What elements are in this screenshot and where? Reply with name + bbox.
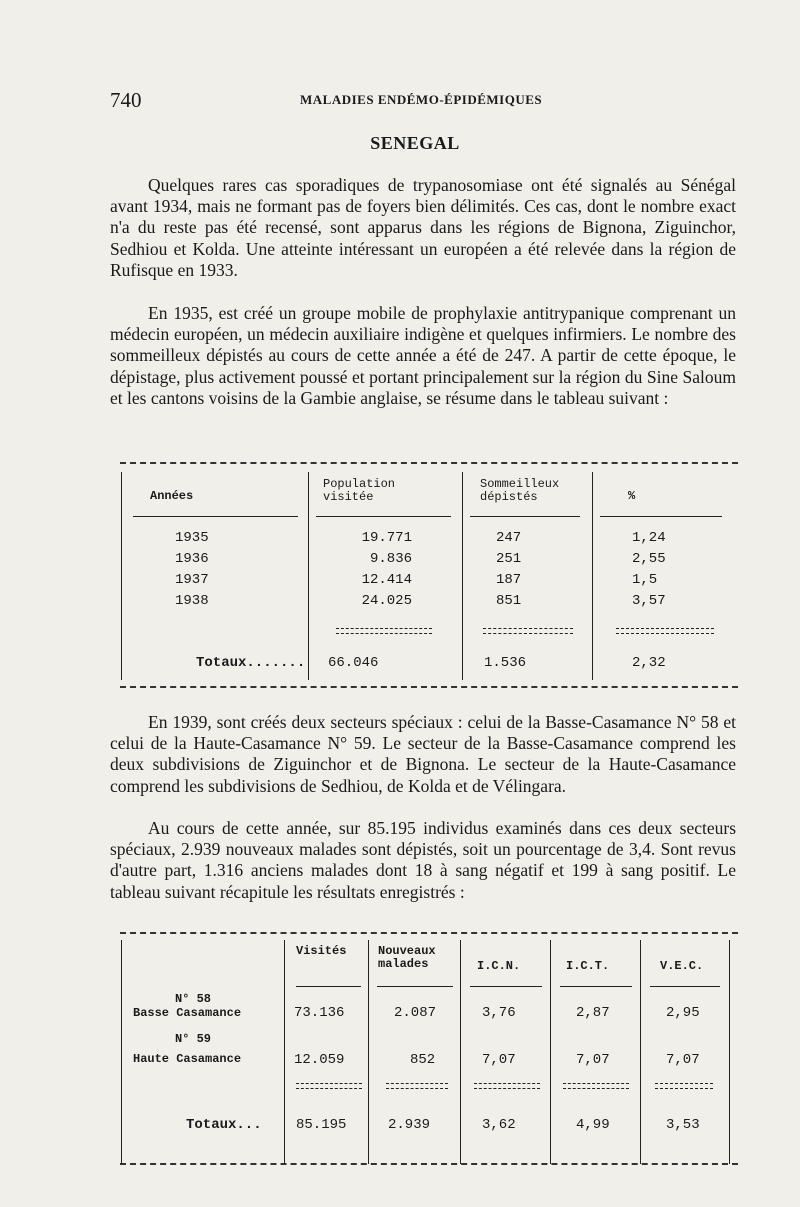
table-1-row-percent: 1,5	[632, 572, 658, 588]
table-1-row-year: 1938	[175, 593, 209, 609]
table-2-total-vec: 3,53	[666, 1117, 700, 1133]
table-1-top-border	[120, 462, 738, 466]
table-1-total-population: 66.046	[328, 655, 379, 671]
table-2-row-ict: 2,87	[576, 1005, 610, 1021]
table-1-row-percent: 3,57	[632, 593, 666, 609]
paragraph-3: En 1939, sont créés deux secteurs spéciaux : celui de la Basse-Casamance N° 58 et celui de la Haute-Casamance N° 59. Le secteur de la Basse-Casamance comprend les deux subdivisions de Ziguinchor et de Bignona. Le secteur de la Haute-Casamance comprend les subdivisions de Sedhiou, de Kolda et de Vélingara.	[110, 712, 736, 796]
table-2-total-icn: 3,62	[482, 1117, 516, 1133]
page-number: 740	[110, 88, 142, 112]
table-1-row-year: 1936	[175, 551, 209, 567]
table-2-row-ict: 7,07	[576, 1052, 610, 1068]
table-2-row-number: N° 58	[175, 992, 212, 1006]
table-1-row-sommeilleux: 247	[496, 530, 522, 546]
table-2-total-visites: 85.195	[296, 1117, 347, 1133]
table-1-total-sommeilleux: 1.536	[484, 655, 527, 671]
table-2-header-vec: V.E.C.	[660, 959, 704, 973]
table-1-row-percent: 1,24	[632, 530, 666, 546]
running-header	[110, 88, 740, 112]
table-2-row-vec: 7,07	[666, 1052, 700, 1068]
table-1-row-population: 9.836	[369, 551, 412, 567]
table-2-total-nouveaux: 2.939	[388, 1117, 431, 1133]
table-2-total-ict: 4,99	[576, 1117, 610, 1133]
table-2-row-icn: 3,76	[482, 1005, 516, 1021]
table-1-total-label: Totaux.......	[196, 655, 306, 671]
table-1-row-population: 12.414	[361, 572, 412, 588]
table-1-row-population: 19.771	[361, 530, 412, 546]
table-1-header-population: Population visitée	[323, 477, 396, 504]
table-2-row-vec: 2,95	[666, 1005, 700, 1021]
table-1-row-sommeilleux: 251	[496, 551, 522, 567]
table-2-row-name: Haute Casamance	[133, 1052, 242, 1066]
table-2-top-border	[120, 932, 738, 936]
table-1-row-year: 1937	[175, 572, 209, 588]
table-1-row-population: 24.025	[361, 593, 412, 609]
table-2-header-icn: I.C.N.	[477, 959, 521, 973]
table-2-row-visites: 12.059	[294, 1052, 345, 1068]
table-2-header-ict: I.C.T.	[566, 959, 610, 973]
table-2-row-visites: 73.136	[294, 1005, 345, 1021]
table-2-bottom-border	[120, 1163, 738, 1167]
table-2-row-nouveaux: 852	[410, 1052, 436, 1068]
table-2-header-nouveaux-malades: Nouveaux malades	[378, 944, 436, 971]
table-1-bottom-border	[120, 686, 738, 690]
table-2-row-name: Basse Casamance	[133, 1006, 242, 1020]
table-2-row-number: N° 59	[175, 1032, 212, 1046]
table-2-row-icn: 7,07	[482, 1052, 516, 1068]
table-1-row-sommeilleux: 187	[496, 572, 522, 588]
table-2-total-label: Totaux...	[186, 1117, 262, 1133]
table-1-row-percent: 2,55	[632, 551, 666, 567]
section-title: SENEGAL	[370, 133, 460, 153]
table-1-header-sommeilleux: Sommeilleux dépistés	[480, 477, 560, 504]
table-1-row-year: 1935	[175, 530, 209, 546]
table-1-header-percent: %	[628, 489, 636, 503]
paragraph-1: Quelques rares cas sporadiques de trypanosomiase ont été signalés au Sénégal avant 1934, mais ne formant pas de foyers bien délimités. Ces cas, dont le nombre exact n'a du reste pas été recensé, sont apparus dans les régions de Bignona, Ziguinchor, Sedhiou et Kolda. Une atteinte intéressant un européen a été relevée dans la région de Rufisque en 1933.	[110, 175, 736, 280]
table-2-header-visites: Visités	[296, 944, 347, 958]
paragraph-4: Au cours de cette année, sur 85.195 individus examinés dans ces deux secteurs spéciaux, 2.939 nouveaux malades sont dépistés, soit un pourcentage de 3,4. Sont revus d'autre part, 1.316 anciens malades dont 18 à sang négatif et 199 à sang positif. Le tableau suivant récapitule les résultats enregistrés :	[110, 818, 736, 902]
paragraph-2: En 1935, est créé un groupe mobile de prophylaxie antitrypanique comprenant un médecin européen, un médecin auxiliaire indigène et quelques infirmiers. Le nombre des sommeilleux dépistés au cours de cette année a été de 247. A partir de cette époque, le dépistage, plus activement poussé et portant principalement sur la région du Sine Saloum et les cantons voisins de la Gambie anglaise, se résume dans le tableau suivant :	[110, 303, 736, 408]
table-2-row-nouveaux: 2.087	[394, 1005, 437, 1021]
table-1-header-annees: Années	[150, 489, 194, 503]
running-head: MALADIES ENDÉMO-ÉPIDÉMIQUES	[300, 92, 543, 107]
table-1-total-percent: 2,32	[632, 655, 666, 671]
table-1-row-sommeilleux: 851	[496, 593, 522, 609]
